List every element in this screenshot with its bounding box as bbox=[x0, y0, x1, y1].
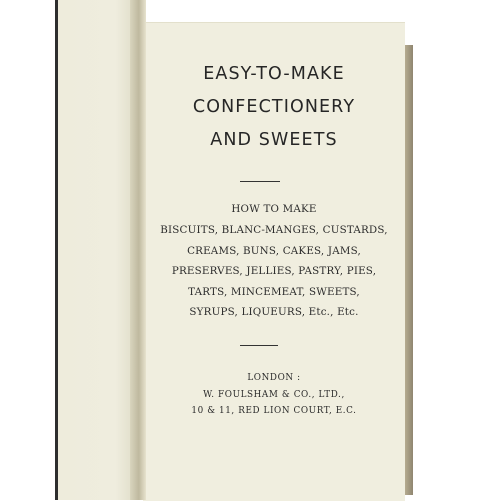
book-title-line-1: EASY-TO-MAKE bbox=[203, 64, 345, 84]
book-title-line-2: CONFECTIONERY bbox=[192, 97, 356, 117]
subtitle-line-5: TARTS, MINCEMEAT, SWEETS, bbox=[188, 286, 360, 298]
imprint-publisher: W. FOULSHAM & CO., LTD., bbox=[203, 390, 345, 400]
subtitle-line-3: CREAMS, BUNS, CAKES, JAMS, bbox=[187, 245, 361, 257]
imprint-rule bbox=[240, 345, 278, 346]
title-rule bbox=[240, 181, 280, 182]
subtitle-line-2: BISCUITS, BLANC-MANGES, CUSTARDS, bbox=[160, 224, 388, 236]
book-title-line-3: AND SWEETS bbox=[210, 130, 338, 150]
subtitle-line-6: SYRUPS, LIQUEURS, Etc., Etc. bbox=[189, 306, 359, 318]
subtitle-line-4: PRESERVES, JELLIES, PASTRY, PIES, bbox=[171, 265, 377, 277]
left-page bbox=[58, 0, 140, 500]
subtitle-line-1: HOW TO MAKE bbox=[231, 203, 317, 215]
title-page bbox=[143, 22, 405, 501]
imprint-city: LONDON : bbox=[247, 373, 301, 383]
imprint-address: 10 & 11, RED LION COURT, E.C. bbox=[191, 406, 357, 416]
